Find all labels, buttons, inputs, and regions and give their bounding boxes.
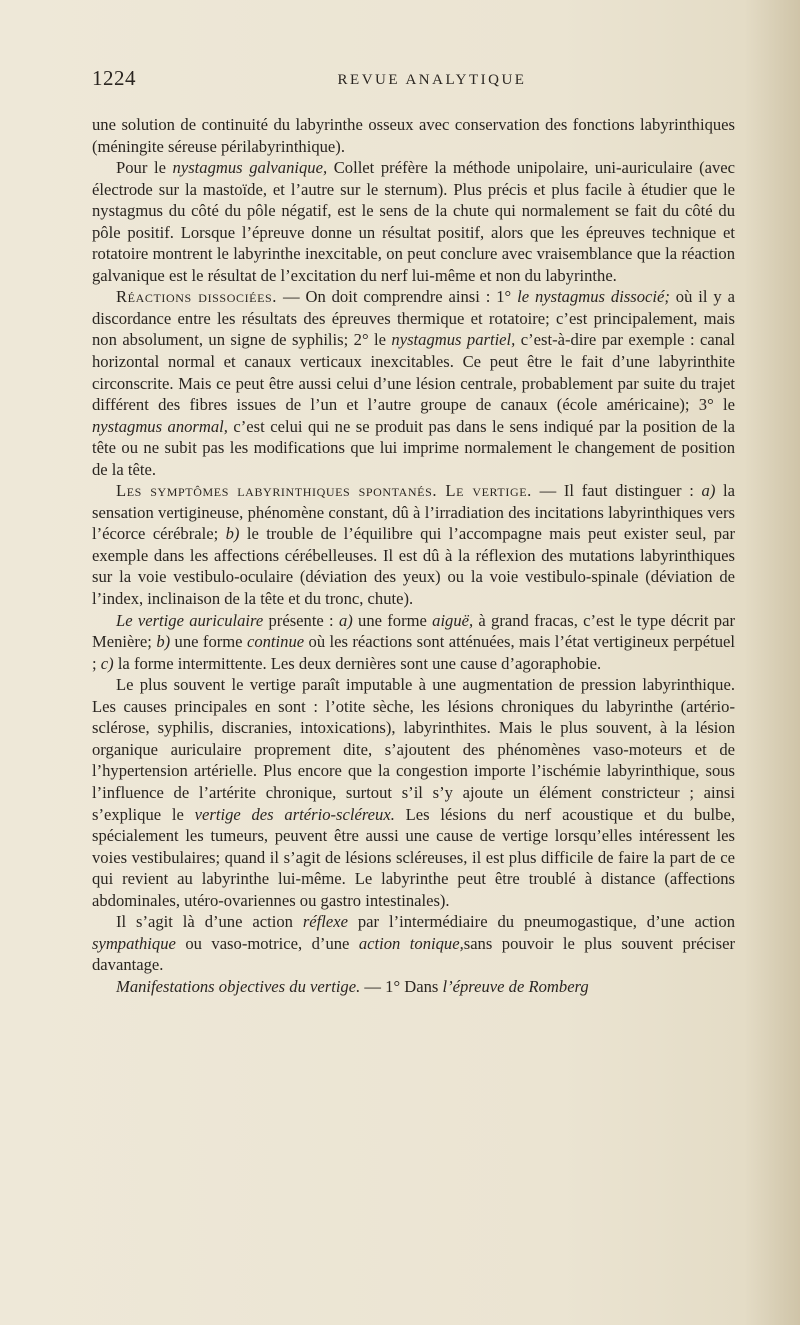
italic-term: action tonique, (358, 933, 464, 953)
italic-term: nystagmus partiel, (391, 330, 516, 350)
body-text (92, 114, 735, 997)
text-run: Le plus souvent le vertige paraît imputable à une augmentation de pression labyrinthique. Les causes principales en sont : l’otite sèche, les lésions chroniques du labyrinthe (artério-sclérose, syphilis, discranies, intoxications), labyrinthites. Mais le plus souvent, à la lésion organique auriculaire proprement dite, s’ajoutent des phénomènes vaso-moteurs et de l’hypertension artérielle. Plus encore que la congestion importe l’ischémie labyrinthique, sous l’influence de l’artérite chronique, surtout s’il s’y ajoute un élément constricteur ; ainsi s’explique le (92, 675, 735, 824)
italic-term: le nystagmus dissocié; (517, 287, 670, 307)
text-run: où il y a discordance entre les résultats des épreuves thermique et rotatoire; c’est principalement, mais non absolument, un signe de syphilis; 2° le (92, 287, 735, 350)
italic-term: vertige des artério-scléreux. (194, 804, 395, 824)
paragraph-spontaneous-symptoms (92, 480, 735, 609)
italic-term: sympathique (92, 933, 176, 953)
text-run: une forme (170, 632, 247, 652)
page-header (92, 66, 732, 96)
italic-term: b) (225, 524, 240, 544)
section-heading: Réactions dissociées. (116, 287, 278, 307)
italic-heading: Manifestations objectives du vertige. (116, 976, 361, 996)
text-run: sans pouvoir le plus souvent préciser davantage. (92, 933, 735, 975)
text-run: c’est celui qui ne se produit pas dans le sens indiqué par la position de la tête ou ne subit pas les modifications que lui imprime normalement le changement de position de la tête. (92, 416, 735, 479)
running-title: REVUE ANALYTIQUE (337, 72, 527, 88)
text-run: Collet préfère la méthode unipolaire, uni-auriculaire (avec électrode sur la mastoïde, et l’autre sur le sternum). Plus précis et plus facile à étudier que le nystagmus du côté du pôle négatif, est le sens de la chute qui normalement se fait du côté du pôle positif. Lorsque l’épreuve donne un résultat positif, alors que les épreuves technique et rotatoire montrent le labyrinthe inexcitable, on peut conclure avec vraisemblance que la réaction galvanique est le résultat de l’excitation du nerf lui-même et non du labyrinthe. (92, 158, 736, 285)
paragraph-dissociated-reactions (92, 286, 735, 480)
text-run: par l’intermédiaire du pneumogastique, d’une action (347, 912, 735, 932)
text-run: où les réactions sont atténuées, mais l’état vertigineux perpétuel ; (92, 632, 736, 673)
italic-term: b) (156, 632, 171, 652)
paragraph-1 (92, 114, 735, 157)
italic-term: c) (100, 653, 114, 673)
italic-term: nystagmus anormal, (92, 416, 228, 436)
section-heading: Les symptômes labyrinthiques spontanés. Le vertige. (116, 481, 532, 501)
text-run: Il s’agit là d’une action (116, 912, 303, 932)
page-number: 1224 (92, 66, 136, 90)
italic-term: a) (701, 481, 716, 501)
text-run: — On doit comprendre ainsi : 1° (277, 287, 518, 307)
paragraph-reflex-action (92, 911, 735, 976)
text-run: la forme intermittente. Les deux dernières sont une cause d’agoraphobie. (113, 653, 602, 673)
italic-term: réflexe (302, 912, 348, 932)
paragraph-auricular-vertigo (92, 610, 735, 675)
italic-term: aiguë, (432, 610, 474, 630)
italic-term: a) (338, 610, 353, 630)
text-run: c’est-à-dire par exemple : canal horizontal normal et canaux verticaux inexcitables. Ce peut être le fait d’une labyrinthite circonscrite. Mais ce peut être aussi celui d’une lésion centrale, probablement par suite du trajet différent des fibres issues de l’un et l’autre groupe de canaux (école américaine); 3° le (92, 330, 736, 415)
italic-term: l’épreuve de Romberg (442, 976, 589, 996)
text-run: à grand fracas, c’est le type décrit par Menière; (92, 610, 735, 652)
paragraph-vertigo-causes (92, 674, 735, 911)
text-run: Pour le (116, 158, 173, 178)
text-run: présente : (263, 610, 339, 630)
italic-term: Le vertige auriculaire (116, 610, 264, 630)
text-run: — 1° Dans (360, 976, 443, 996)
text-run: la sensation vertigineuse, phénomène constant, dû à l’irradiation des incitations labyrinthiques vers l’écorce cérébrale; (92, 481, 736, 544)
text-run: une forme (352, 610, 433, 630)
paragraph-objective-manifestations (92, 976, 735, 998)
italic-term: nystagmus galvanique, (172, 158, 328, 178)
text-run: ou vaso-motrice, d’une (175, 933, 359, 953)
text-run: — Il faut distinguer : (531, 481, 702, 501)
paragraph-1-text: une solution de continuité du labyrinthe osseux avec conservation des fonctions labyrinthiques (méningite séreuse périlabyrinthique). (92, 115, 735, 156)
text-run: le trouble de l’équilibre qui l’accompagne mais peut exister seul, par exemple dans les affections cérébelleuses. Il est dû à la réflexion des mutations labyrinthiques sur la voie vestibulo-oculaire (déviation des yeux) ou la voie vestibulo-spinale (déviation de l’index, inclinaison de la tête et du tronc, chute). (92, 524, 735, 609)
text-run: Les lésions du nerf acoustique et du bulbe, spécialement les tumeurs, peuvent être aussi une cause de vertige lorsqu’elles intéressent les voies vestibulaires; quand il s’agit de lésions scléreuses, il est plus difficile de faire la part de ce qui revient au labyrinthe lui-même. Le labyrinthe peut être troublé à distance (affections abdominales, utéro-ovariennes ou gastro intestinales). (92, 804, 735, 910)
paragraph-galvanic-nystagmus (92, 157, 735, 286)
italic-term: continue (246, 632, 305, 652)
